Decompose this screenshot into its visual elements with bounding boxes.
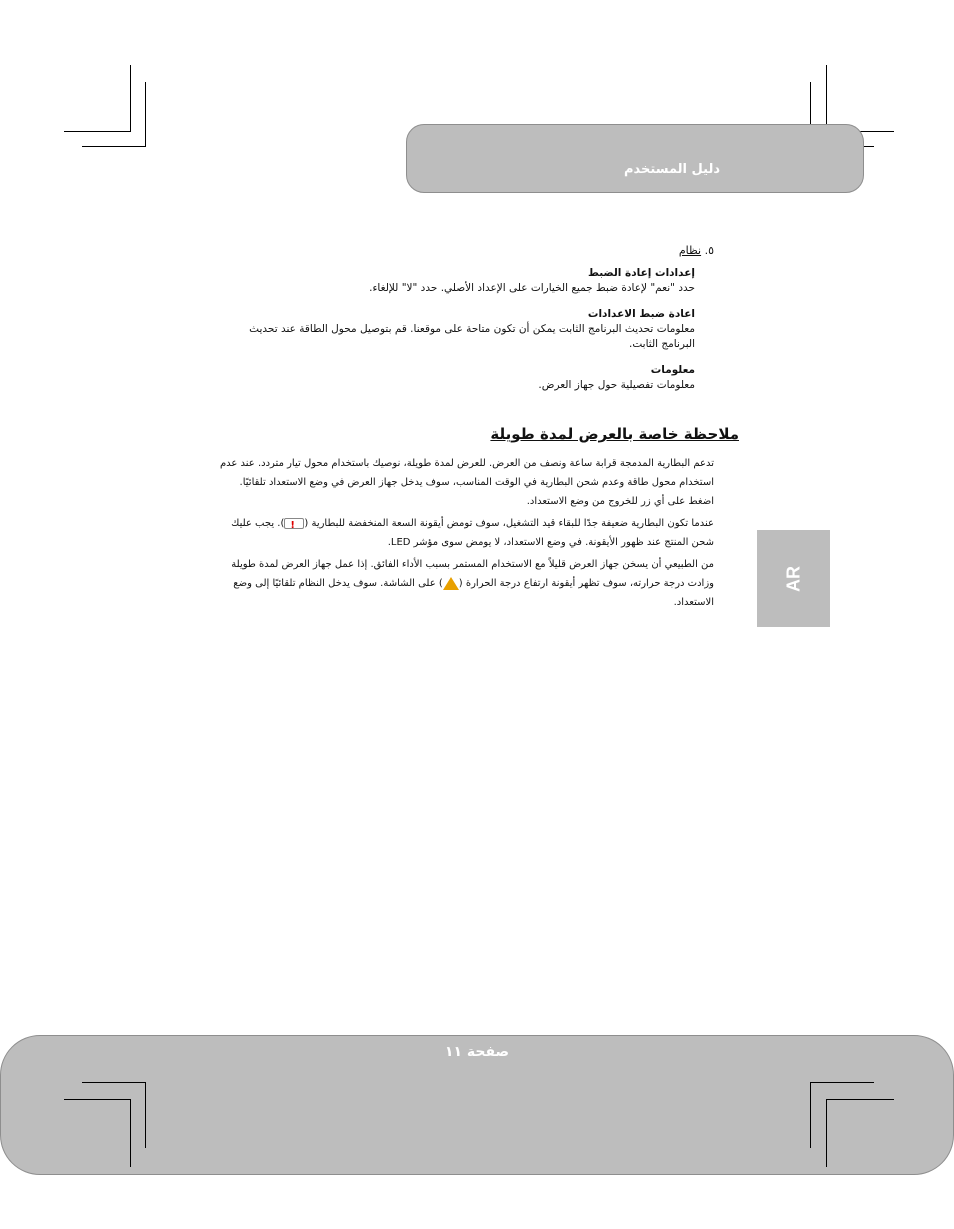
crop-mark [145,1082,146,1148]
low-battery-icon [284,518,304,529]
note-text: من الطبيعي أن يسخن جهاز العرض قليلاً مع الاستخدام المستمر بسبب الأداء الفائق. إذا عمل جهاز العرض لمدة طويلة وزادت درجة حرارته، سوف تظهر أيقونة ارتفاع درجة الحرارة ( [231,559,714,589]
note-text: عندما تكون البطارية ضعيفة جدًا للبقاء قيد التشغيل، سوف تومض أيقونة السعة المنخفضة للبطارية ( [304,518,714,529]
item-heading: إعدادات إعادة الضبط [587,267,695,279]
high-temperature-warning-icon [443,577,459,590]
note-text: ). يجب عليك شحن المنتج عند ظهور الأيقونة. في وضع الاستعداد، لا يومض سوى مؤشر LED. [231,518,714,548]
item-body: معلومات تفصيلية حول جهاز العرض. [538,379,695,391]
note-title: ملاحظة خاصة بالعرض لمدة طويلة [490,425,739,443]
settings-item [245,363,695,393]
item-heading: معلومات [650,364,695,376]
item-body: معلومات تحديث البرنامج الثابت يمكن أن تكون متاحة على موقعنا. قم بتوصيل محول الطاقة عند تحديث البرنامج الثابت. [249,323,695,350]
crop-mark [82,146,146,147]
crop-mark [810,1082,811,1148]
note-paragraph: تدعم البطارية المدمجة قرابة ساعة ونصف من العرض. للعرض لمدة طويلة، نوصيك باستخدام محول تيار متردد. عند عدم استخدام محول طاقة وعدم شحن البطارية في الوقت المناسب، سوف يدخل جهاز العرض في وضع الاستعداد تلقائيًا. اضغط على أي زر للخروج من وضع الاستعداد. [219,458,714,507]
section-title: نظام [678,244,702,257]
crop-mark [64,1099,131,1100]
item-heading: اعادة ضبط الاعدادات [587,308,695,320]
crop-mark [145,82,146,146]
header-title: دليل المستخدم [624,162,720,177]
section-number: ٥. [704,244,714,257]
note-paragraph [214,514,714,552]
crop-mark [810,1082,874,1083]
crop-mark [826,65,827,131]
section-heading [679,244,714,257]
crop-mark [82,1082,146,1083]
settings-item [245,307,695,352]
header-banner [406,124,864,193]
crop-mark [130,1099,131,1167]
settings-item [245,266,695,296]
note-text: ) على الشاشة. سوف يدخل النظام تلقائيًا إلى وضع الاستعداد. [233,578,714,608]
item-body: حدد "نعم" لإعادة ضبط جميع الخيارات على الإعداد الأصلي. حدد "لا" للإلغاء. [369,282,695,294]
language-tab-label: AR [783,565,803,592]
page-number: صفحة ١١ [444,1044,510,1060]
note-paragraph [214,555,714,612]
crop-mark [826,1099,894,1100]
language-tab [757,530,830,627]
crop-mark [826,1099,827,1167]
crop-mark [130,65,131,131]
crop-mark [64,131,131,132]
